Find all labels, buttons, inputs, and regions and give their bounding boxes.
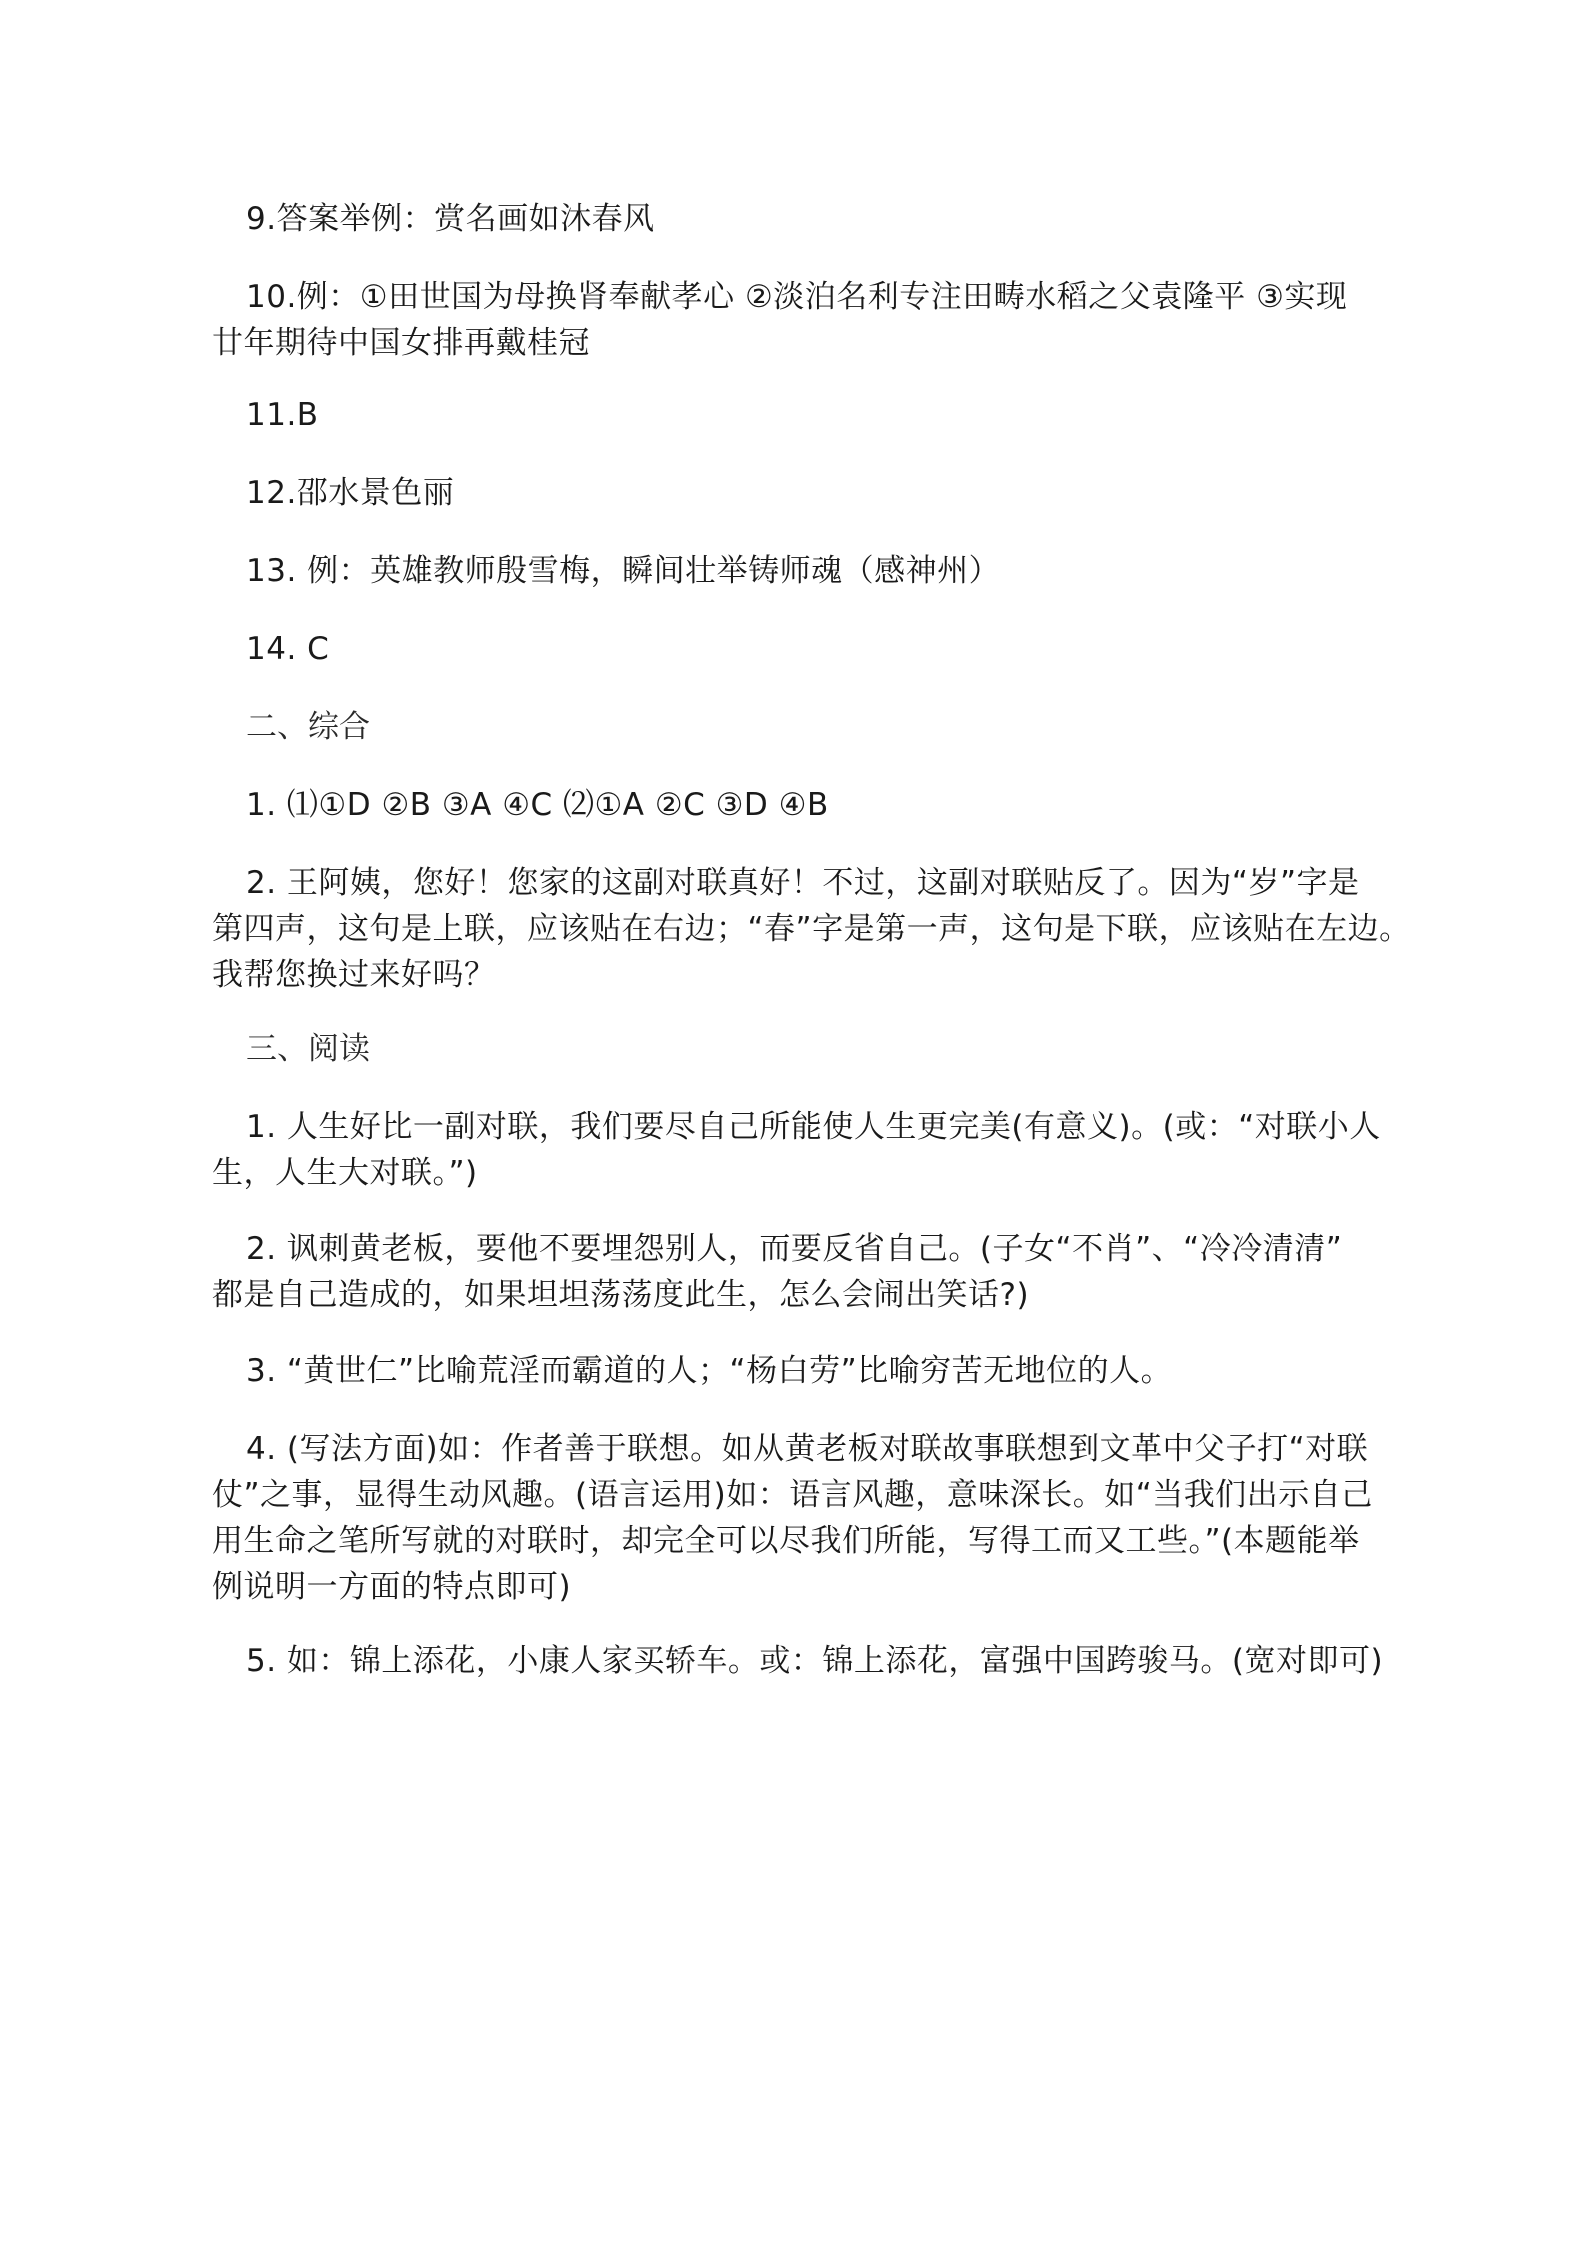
section3-answer-2 bbox=[212, 1226, 1392, 1318]
answer-line: 10.例：①田世国为母换肾奉献孝心 ②淡泊名利专注田畴水稻之父袁隆平 ③实现 bbox=[246, 279, 1348, 315]
answer-line: 1. ⑴①D ②B ③A ④C ⑵①A ②C ③D ④B bbox=[246, 787, 829, 823]
answer-line: 都是自己造成的，如果坦坦荡荡度此生，怎么会闹出笑话?) bbox=[212, 1277, 1030, 1313]
answer-line: 5. 如：锦上添花，小康人家买轿车。或：锦上添花，富强中国跨骏马。(宽对即可) bbox=[246, 1643, 1384, 1679]
answer-line: 生，人生大对联。”) bbox=[212, 1155, 478, 1191]
answer-13 bbox=[212, 548, 1392, 594]
answer-line: 我帮您换过来好吗？ bbox=[212, 957, 496, 993]
section3-answer-5 bbox=[212, 1638, 1392, 1684]
answer-line: 廿年期待中国女排再戴桂冠 bbox=[212, 325, 590, 361]
answer-14 bbox=[212, 626, 1392, 672]
answer-line: 13. 例：英雄教师殷雪梅，瞬间壮举铸师魂（感神州） bbox=[246, 553, 1001, 589]
answer-11 bbox=[212, 392, 1392, 438]
answer-line: 14. C bbox=[246, 631, 330, 667]
answer-line: 4. (写法方面)如：作者善于联想。如从黄老板对联故事联想到文革中父子打“对联 bbox=[246, 1431, 1369, 1467]
answer-line: 11.B bbox=[246, 397, 319, 433]
answer-line: 2. 讽刺黄老板，要他不要埋怨别人，而要反省自己。(子女“不肖”、“冷冷清清” bbox=[246, 1231, 1343, 1267]
section2-answer-2 bbox=[212, 860, 1411, 998]
answer-line: 例说明一方面的特点即可) bbox=[212, 1569, 572, 1605]
answer-line: 2. 王阿姨，您好！您家的这副对联真好！不过，这副对联贴反了。因为“岁”字是 bbox=[246, 865, 1360, 901]
section-heading-comprehensive: 二、综合 bbox=[246, 709, 370, 745]
answer-line: 仗”之事，显得生动风趣。(语言运用)如：语言风趣，意味深长。如“当我们出示自己 bbox=[212, 1477, 1373, 1513]
answer-line: 12.邵水景色丽 bbox=[246, 475, 455, 511]
answer-10 bbox=[212, 274, 1392, 366]
answer-line: 9.答案举例：赏名画如沐春风 bbox=[246, 201, 655, 237]
answer-line: 用生命之笔所写就的对联时，却完全可以尽我们所能，写得工而又工些。”(本题能举 bbox=[212, 1523, 1360, 1559]
section-heading-reading: 三、阅读 bbox=[246, 1031, 370, 1067]
section3-answer-4 bbox=[212, 1426, 1392, 1610]
answer-12 bbox=[212, 470, 1392, 516]
answer-line: 1. 人生好比一副对联，我们要尽自己所能使人生更完美(有意义)。(或：“对联小人 bbox=[246, 1109, 1381, 1145]
answer-9 bbox=[212, 196, 1392, 242]
section2-answer-1 bbox=[212, 782, 1392, 828]
answer-line: 第四声，这句是上联，应该贴在右边；“春”字是第一声，这句是下联，应该贴在左边。 bbox=[212, 911, 1411, 947]
answer-line: 3. “黄世仁”比喻荒淫而霸道的人；“杨白劳”比喻穷苦无地位的人。 bbox=[246, 1353, 1173, 1389]
section3-answer-3 bbox=[212, 1348, 1392, 1394]
section3-answer-1 bbox=[212, 1104, 1392, 1196]
